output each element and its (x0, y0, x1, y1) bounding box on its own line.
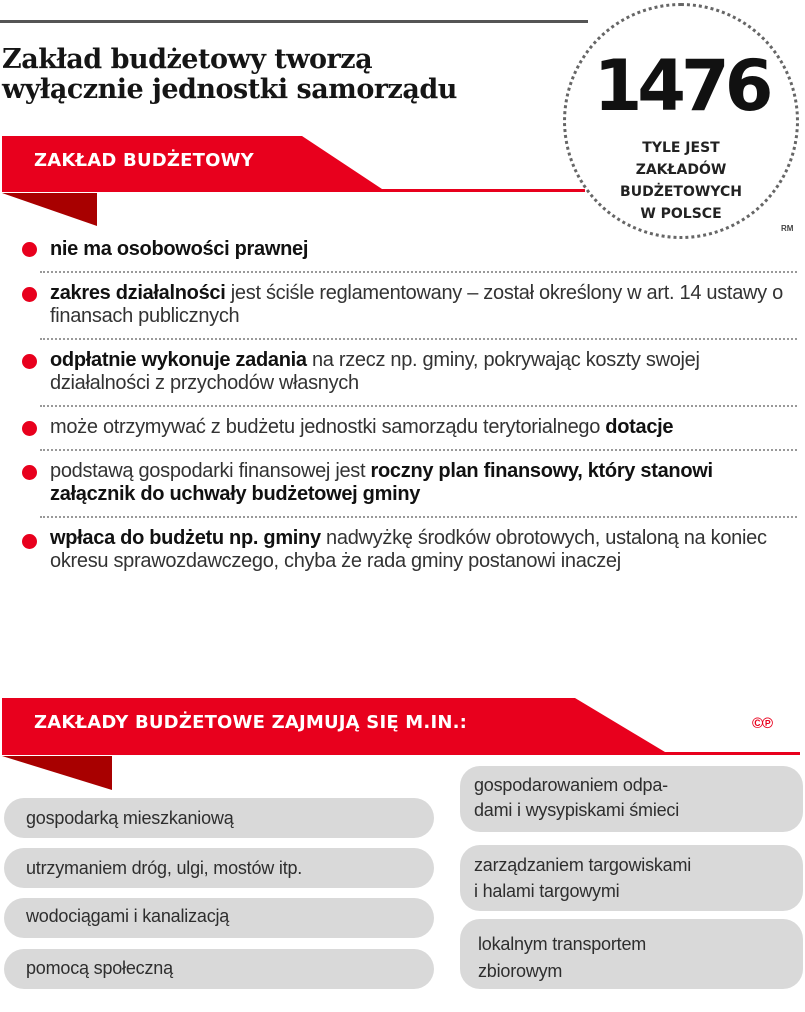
tag-item (460, 845, 803, 911)
item-bold: dotacje (605, 416, 674, 438)
list-item (0, 407, 805, 449)
item-text: nadwyżkę środków obrotowych, ustaloną na koniec okresu sprawozdawczego, chyba że rada gminy postanowi inaczej (50, 527, 767, 572)
tag-item (4, 898, 434, 938)
author-credit: RM (781, 224, 794, 233)
stat-caption-line: ZAKŁADÓW (635, 162, 727, 178)
stat-circle (563, 3, 799, 239)
list-item (0, 340, 805, 405)
item-text: podstawą gospodarki finansowej jest (50, 460, 371, 482)
tag-text: i halami targowymi (474, 881, 620, 901)
top-rule (0, 20, 588, 23)
tag-text: gospodarką mieszkaniową (26, 808, 234, 828)
tag-item (460, 766, 803, 832)
tag-text: dami i wysypiskami śmieci (474, 800, 680, 820)
bullet-icon (22, 354, 37, 369)
list-item (0, 451, 805, 516)
tag-item (4, 848, 434, 888)
item-bold: nie ma osobowości prawnej (50, 238, 309, 260)
tag-text: wodociągami i kanalizacją (26, 906, 230, 926)
tag-text: utrzymaniem dróg, ulgi, mostów itp. (26, 858, 303, 878)
tag-text: zarządzaniem targowiskami (474, 855, 692, 875)
copyright-icon: ©℗ (752, 715, 773, 732)
tag-text: gospodarowaniem odpa- (474, 775, 668, 795)
list-item (0, 518, 805, 583)
tag-text: pomocą społeczną (26, 958, 173, 978)
bullet-icon (22, 242, 37, 257)
tag-item (4, 798, 434, 838)
bullet-icon (22, 421, 37, 436)
item-text: jest ściśle reglamentowany – został określony w art. 14 ustawy o finansach publicznych (50, 282, 783, 327)
stat-caption-line: BUDŻETOWYCH (620, 184, 742, 200)
headline-line-2: wyłącznie jednostki samorządu (2, 74, 457, 105)
tag-text: zbiorowym (478, 961, 563, 981)
section-ribbon-zaklad-budzetowy (0, 128, 600, 228)
tag-item (4, 949, 434, 989)
bullet-icon (22, 534, 37, 549)
list-item (0, 236, 805, 271)
stat-caption-line: W POLSCE (640, 206, 722, 222)
stat-caption (566, 137, 796, 225)
section-title: ZAKŁAD BUDŻETOWY (34, 150, 254, 171)
item-text: może otrzymywać z budżetu jednostki samorządu terytorialnego (50, 416, 606, 438)
bullet-icon (22, 287, 37, 302)
item-bold: wpłaca do budżetu np. gminy (50, 527, 321, 549)
item-bold: roczny plan finansowy, który stanowi załącznik do uchwały budżetowej gminy (50, 460, 713, 505)
headline-line-1: Zakład budżetowy tworzą (2, 44, 373, 75)
bullet-icon (22, 465, 37, 480)
feature-list (0, 236, 805, 583)
item-bold: odpłatnie wykonuje zadania (50, 349, 307, 371)
ribbon-shape (0, 128, 600, 228)
item-text: na rzecz np. gminy, pokrywając koszty swojej działalności z przychodów własnych (50, 349, 700, 394)
list-item (0, 273, 805, 338)
section-title: ZAKŁADY BUDŻETOWE ZAJMUJĄ SIĘ M.IN.: (34, 712, 468, 733)
stat-caption-line: TYLE JEST (642, 140, 720, 156)
tag-item (460, 919, 803, 989)
item-bold: zakres działalności (50, 282, 226, 304)
headline (2, 45, 457, 105)
tag-text: lokalnym transportem (478, 934, 647, 954)
stat-number: 1476 (593, 45, 769, 127)
